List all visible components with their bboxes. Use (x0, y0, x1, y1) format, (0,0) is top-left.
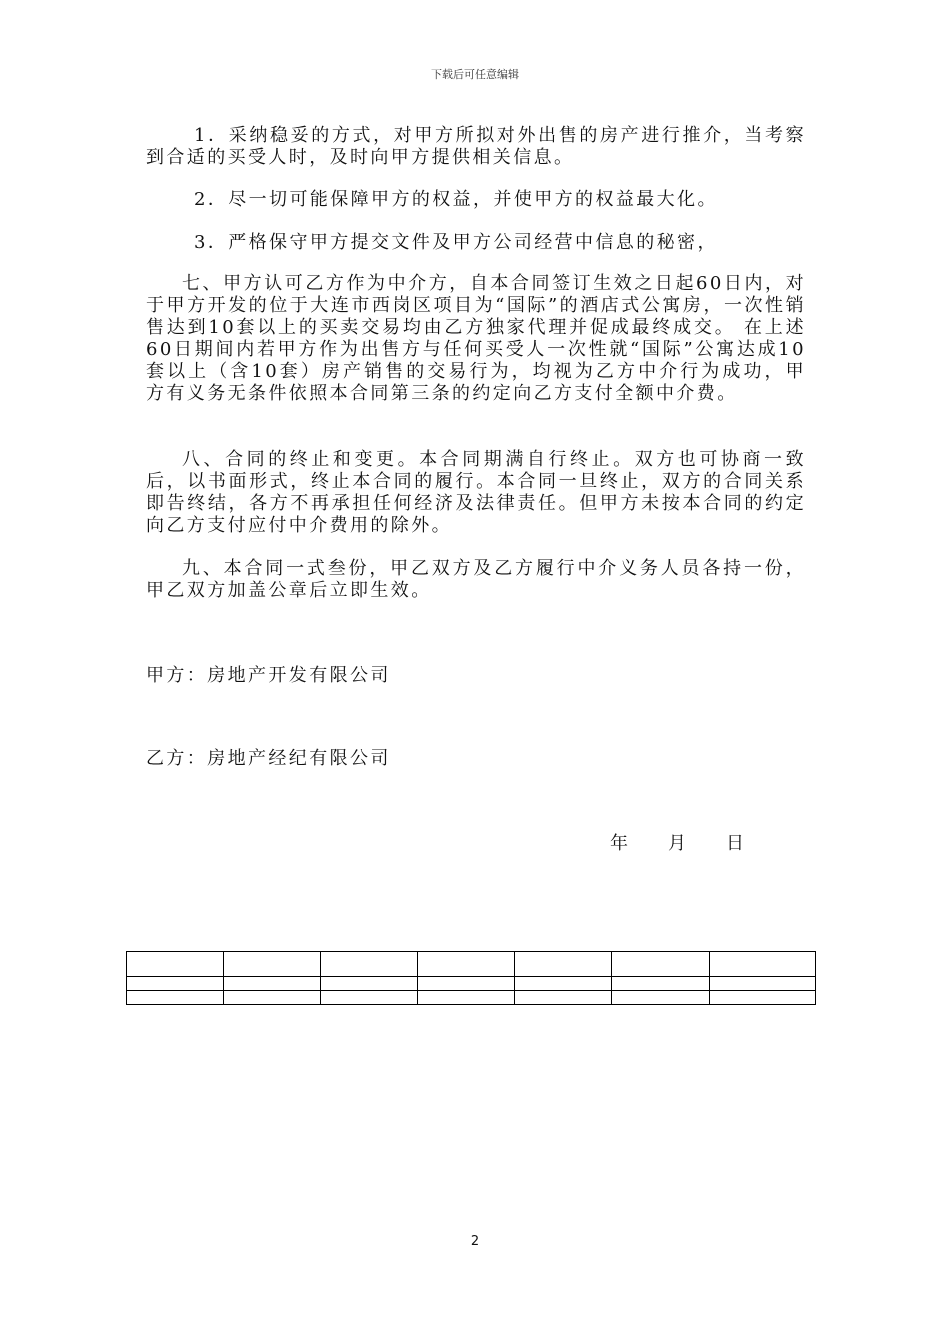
party-b-signature: 乙方：房地产经纪有限公司 (146, 748, 391, 769)
table-cell (321, 952, 418, 977)
page-number: 2 (470, 1234, 480, 1249)
clause-section-7: 七、甲方认可乙方作为中介方，自本合同签订生效之日起60日内，对于甲方开发的位于大连市西岗区项目为“国际”的酒店式公寓房，一次性销售达到10套以上的买卖交易均由乙方独家代理并促成最终成交。 在上述60日期间内若甲方作为出售方与任何买受人一次性就“国际”公寓达成10套以上（含10套）房产销售的交易行为，均视为乙方中介行为成功，甲方有义务无条件依照本合同第三条的约定向乙方支付全额中介费。 (146, 273, 806, 404)
clause-section-8: 八、合同的终止和变更。本合同期满自行终止。双方也可协商一致后，以书面形式，终止本合同的履行。本合同一旦终止，双方的合同关系即告终结，各方不再承担任何经济及法律责任。但甲方未按本合同的约定向乙方支付应付中介费用的除外。 (146, 449, 806, 536)
table-cell (321, 991, 418, 1005)
table-cell (710, 977, 816, 991)
table-cell (710, 991, 816, 1005)
table-cell (418, 952, 515, 977)
table-cell (612, 977, 710, 991)
table-cell (612, 991, 710, 1005)
table-cell (612, 952, 710, 977)
table-row (127, 991, 816, 1005)
table-cell (224, 952, 321, 977)
party-a-signature: 甲方：房地产开发有限公司 (146, 665, 391, 686)
table-cell (321, 977, 418, 991)
table-cell (418, 977, 515, 991)
table-row (127, 952, 816, 977)
clause-item-2: 2．尽一切可能保障甲方的权益，并使甲方的权益最大化。 (194, 189, 718, 210)
clause-item-1: 1．采纳稳妥的方式，对甲方所拟对外出售的房产进行推介，当考察到合适的买受人时，及时向甲方提供相关信息。 (146, 125, 806, 168)
table-cell (127, 977, 224, 991)
table-cell (224, 991, 321, 1005)
clause-item-3: 3．严格保守甲方提交文件及甲方公司经营中信息的秘密， (194, 232, 718, 253)
page-header: 下载后可任意编辑 (431, 68, 519, 81)
table-cell (710, 952, 816, 977)
table-cell (418, 991, 515, 1005)
table-cell (515, 977, 612, 991)
signing-date (610, 829, 744, 855)
clause-section-9: 九、本合同一式叁份，甲乙双方及乙方履行中介义务人员各持一份，甲乙双方加盖公章后立即生效。 (146, 558, 806, 601)
table-cell (515, 991, 612, 1005)
table-row (127, 977, 816, 991)
table-cell (224, 977, 321, 991)
date-year: 年 (610, 833, 628, 854)
date-day: 日 (726, 833, 744, 854)
date-month: 月 (668, 833, 686, 854)
blank-form-table (126, 951, 816, 1005)
table-cell (127, 952, 224, 977)
table-cell (515, 952, 612, 977)
table-cell (127, 991, 224, 1005)
